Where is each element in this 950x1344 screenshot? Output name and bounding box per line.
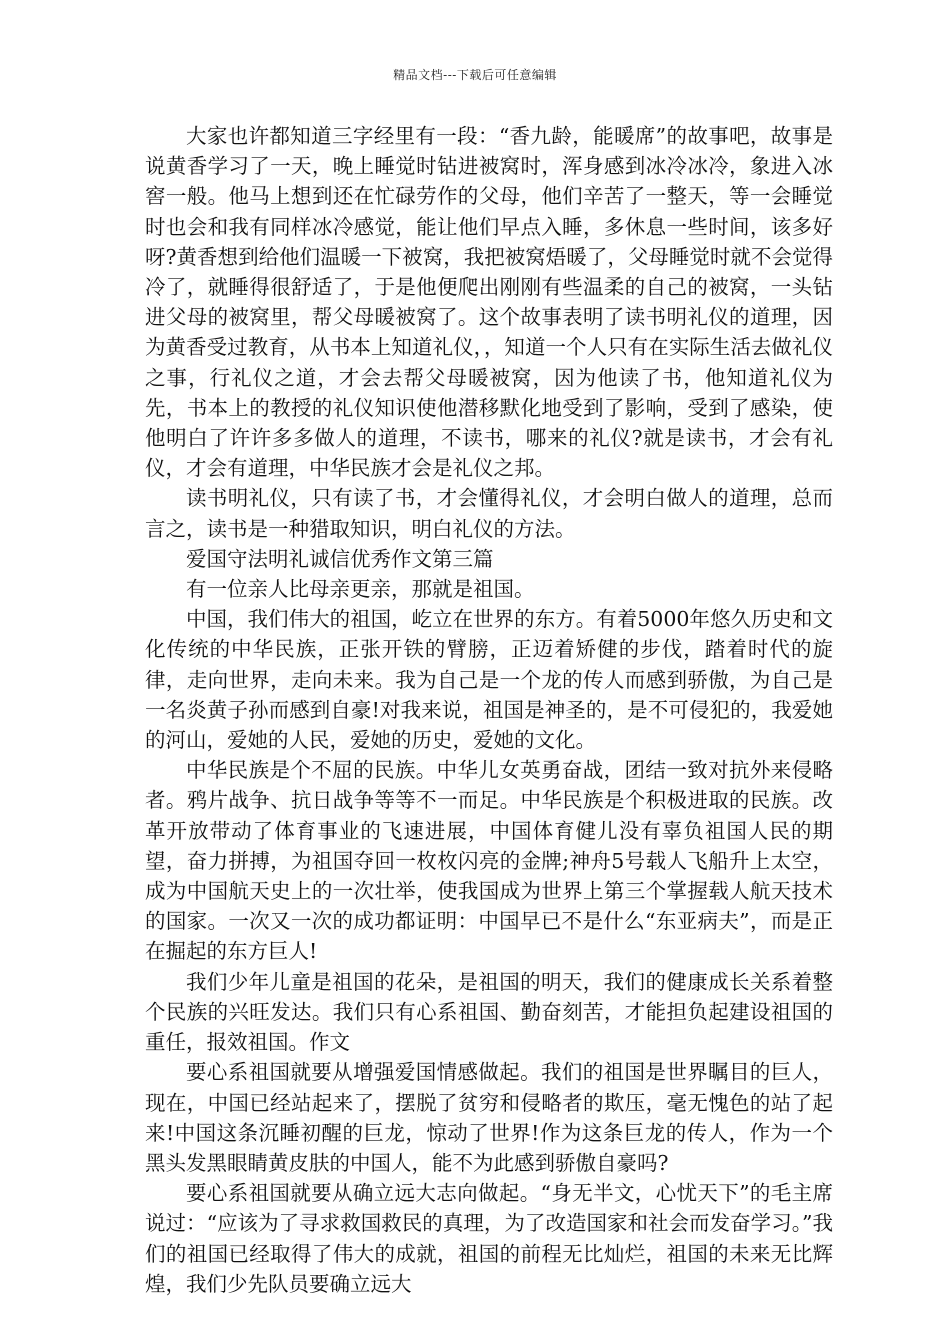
paragraph: 读书明礼仪，只有读了书，才会懂得礼仪，才会明白做人的道理，总而言之，读书是一种猎取知识，明白礼仪的方法。 [145,486,833,541]
paragraph: 我们少年儿童是祖国的花朵，是祖国的明天，我们的健康成长关系着整个民族的兴旺发达。我们只有心系祖国、勤奋刻苦，才能担负起建设祖国的重任，报效祖国。作文 [145,969,833,1055]
document-body [145,121,833,1299]
paragraph: 中华民族是个不屈的民族。中华儿女英勇奋战，团结一致对抗外来侵略者。鸦片战争、抗日战争等等不一而足。中华民族是个积极进取的民族。改革开放带动了体育事业的飞速进展，中国体育健儿没有辜负祖国人民的期望，奋力拼搏，为祖国夺回一枚枚闪亮的金牌;神舟5号载人飞船升上太空，成为中国航天史上的一次壮举，使我国成为世界上第三个掌握载人航天技术的国家。一次又一次的成功都证明：中国早已不是什么“东亚病夫”，而是正在掘起的东方巨人! [145,758,833,964]
paragraph: 有一位亲人比母亲更亲，那就是祖国。 [186,577,535,602]
page-header: 精品文档---下载后可任意编辑 [393,68,557,82]
section-title: 爱国守法明礼诚信优秀作文第三篇 [186,546,494,571]
paragraph: 要心系祖国就要从增强爱国情感做起。我们的祖国是世界瞩目的巨人，现在，中国已经站起来了，摆脱了贫穷和侵略者的欺压，毫无愧色的站了起来!中国这条沉睡初醒的巨龙，惊动了世界!作为这条巨龙的传人，作为一个黑头发黑眼睛黄皮肤的中国人，能不为此感到骄傲自豪吗? [145,1060,833,1175]
paragraph: 中国，我们伟大的祖国，屹立在世界的东方。有着5000年悠久历史和文化传统的中华民族，正张开铁的臂膀，正迈着矫健的步伐，踏着时代的旋律，走向世界，走向未来。我为自己是一个龙的传人而感到骄傲，为自己是一名炎黄子孙而感到自豪!对我来说，祖国是神圣的，是不可侵犯的，我爱她的河山，爱她的人民，爱她的历史，爱她的文化。 [145,607,833,753]
paragraph: 大家也许都知道三字经里有一段：“香九龄，能暖席”的故事吧，故事是说黄香学习了一天，晚上睡觉时钻进被窝时，浑身感到冰冷冰冷，象进入冰窖一般。他马上想到还在忙碌劳作的父母，他们辛苦了一整天，等一会睡觉时也会和我有同样冰冷感觉，能让他们早点入睡，多休息一些时间，该多好呀?黄香想到给他们温暖一下被窝，我把被窝焐暖了，父母睡觉时就不会觉得冷了，就睡得很舒适了，于是他便爬出刚刚有些温柔的自己的被窝，一头钻进父母的被窝里，帮父母暖被窝了。这个故事表明了读书明礼仪的道理，因为黄香受过教育，从书本上知道礼仪，，知道一个人只有在实际生活去做礼仪之事，行礼仪之道，才会去帮父母暖被窝，因为他读了书，他知道礼仪为先，书本上的教授的礼仪知识使他潜移默化地受到了影响，受到了感染，使他明白了许许多多做人的道理，不读书，哪来的礼仪?就是读书，才会有礼仪，才会有道理，中华民族才会是礼仪之邦。 [145,124,833,481]
paragraph: 要心系祖国就要从确立远大志向做起。“身无半文，心忧天下”的毛主席说过：“应该为了寻求救国救民的真理，为了改造国家和社会而发奋学习。”我们的祖国已经取得了伟大的成就，祖国的前程无比灿烂，祖国的未来无比辉煌，我们少先队员要确立远大 [145,1181,833,1296]
